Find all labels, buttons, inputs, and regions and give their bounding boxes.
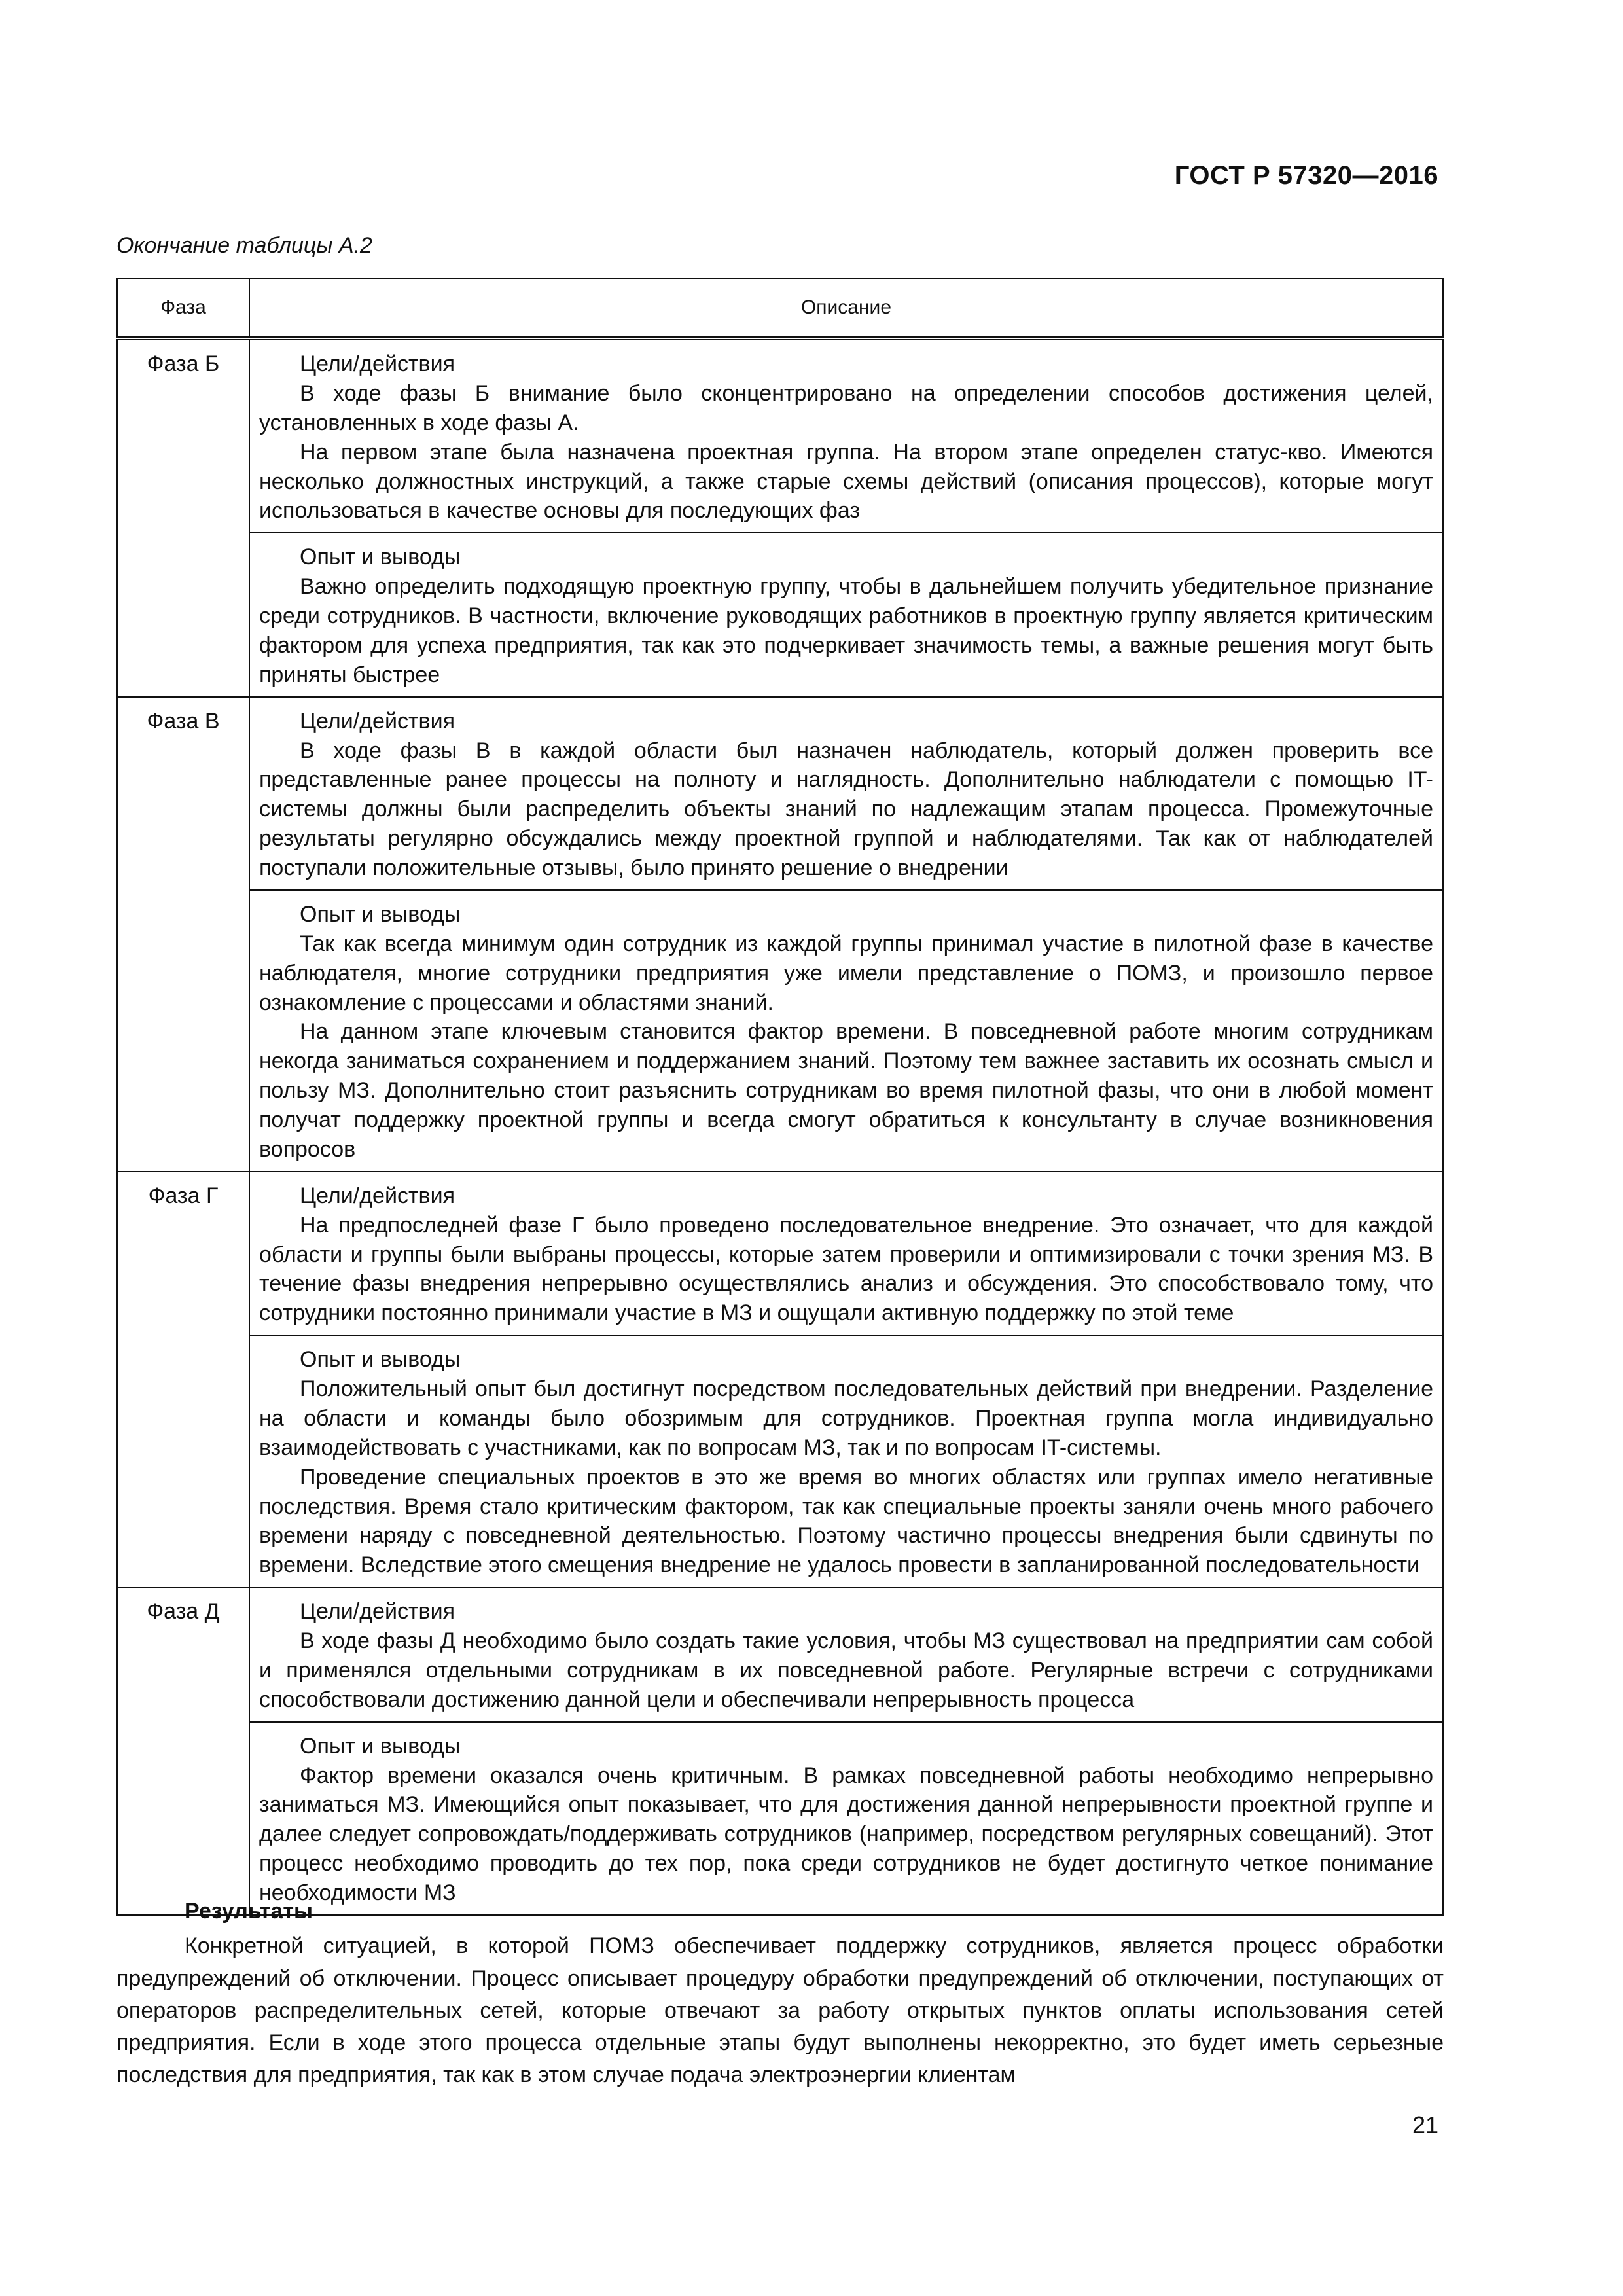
- section-paragraph: Положительный опыт был достигнут посредством последовательных действий при внедрении. Разделение на области и команды было обозримым для сотрудников. Проектная группа могла индивидуально взаимодействовать с участниками, как по вопросам МЗ, так и по вопросам IT-системы.: [259, 1376, 1433, 1460]
- description-cell: [249, 1172, 1443, 1335]
- section-paragraph: В ходе фазы В в каждой области был назначен наблюдатель, который должен проверить все представленные ранее процессы на полноту и наглядность. Дополнительно наблюдатели с помощью IT-системы должны были распределить объекты знаний по надлежащим этапам процесса. Промежуточные результаты регулярно обсуждались между проектной группой и наблюдателями. Так как от наблюдателей поступали положительные отзывы, было принято решение о внедрении: [259, 738, 1433, 880]
- description-cell: [249, 1335, 1443, 1587]
- section-paragraph: На данном этапе ключевым становится фактор времени. В повседневной работе многим сотрудникам некогда заниматься сохранением и поддержанием знаний. Поэтому тем важнее заставить их осознать смысл и пользу МЗ. Дополнительно стоит разъяснить сотрудникам во время пилотной фазы, что они в любой момент получат поддержку проектной группы и всегда смогут обратиться к консультанту в случае возникновения вопросов: [259, 1019, 1433, 1162]
- description-cell: [249, 338, 1443, 533]
- table-header-row: [117, 278, 1443, 338]
- section-title: Опыт и выводы: [300, 1733, 461, 1759]
- description-cell: [249, 1587, 1443, 1722]
- table-row: [117, 697, 1443, 890]
- table-row: [117, 1722, 1443, 1915]
- phase-cell: Фаза Б: [117, 338, 249, 697]
- phase-cell: Фаза Г: [117, 1172, 249, 1587]
- results-heading: Результаты: [185, 1899, 313, 1924]
- table-body: [117, 338, 1443, 1915]
- section-title: Цели/действия: [300, 351, 455, 376]
- description-cell: [249, 1722, 1443, 1915]
- section-paragraph: Фактор времени оказался очень критичным. В рамках повседневной работы необходимо непрерывно заниматься МЗ. Имеющийся опыт показывает, что для достижения данной непрерывности проектной группе и далее следует сопровождать/поддерживать сотрудников (например, посредством регулярных совещаний). Этот процесс необходимо проводить до тех пор, пока среди сотрудников не будет достигнуто четкое понимание необходимости МЗ: [259, 1763, 1433, 1905]
- description-cell: [249, 890, 1443, 1172]
- table-row: [117, 338, 1443, 533]
- section-paragraph: На первом этапе была назначена проектная группа. На втором этапе определен статус-кво. Имеются несколько должностных инструкций, а также старые схемы действий (описания процессов), которые могут использоваться в качестве основы для последующих фаз: [259, 439, 1433, 524]
- section-paragraph: В ходе фазы Б внимание было сконцентрировано на определении способов достижения целей, установленных в ходе фазы А.: [259, 380, 1433, 435]
- section-title: Цели/действия: [300, 1183, 455, 1208]
- column-header-description: Описание: [249, 278, 1443, 338]
- table-row: [117, 890, 1443, 1172]
- standard-code: ГОСТ Р 57320—2016: [1174, 161, 1438, 190]
- section-title: Опыт и выводы: [300, 901, 461, 927]
- phase-cell: Фаза В: [117, 697, 249, 1172]
- results-section: [116, 1895, 1444, 2092]
- description-cell: [249, 697, 1443, 890]
- section-paragraph: Важно определить подходящую проектную группу, чтобы в дальнейшем получить убедительное признание среди сотрудников. В частности, включение руководящих работников в проектную группу является критическим фактором для успеха предприятия, так как это подчеркивает значимость темы, а важные решения могут быть приняты быстрее: [259, 574, 1433, 687]
- section-title: Цели/действия: [300, 1599, 455, 1624]
- results-paragraph: Конкретной ситуацией, в которой ПОМЗ обеспечивает поддержку сотрудников, является процесс обработки предупреждений об отключении. Процесс описывает процедуру обработки предупреждений об отключении, поступающих от операторов распределительных сетей, которые отвечают за работу открытых пунктов оплаты использования сетей предприятия. Если в ходе этого процесса отдельные этапы будут выполнены некорректно, это будет иметь серьезные последствия для предприятия, так как в этом случае подача электроэнергии клиентам: [116, 1933, 1444, 2088]
- phase-table-container: [116, 278, 1444, 1916]
- section-paragraph: Так как всегда минимум один сотрудник из каждой группы принимал участие в пилотной фазе в качестве наблюдателя, многие сотрудники предприятия уже имели представление о ПОМЗ, и произошло первое ознакомление с процессами и областями знаний.: [259, 931, 1433, 1015]
- phase-cell: Фаза Д: [117, 1587, 249, 1915]
- page-number: 21: [1412, 2111, 1438, 2138]
- section-paragraph: На предпоследней фазе Г было проведено последовательное внедрение. Это означает, что для каждой области и группы были выбраны процессы, которые затем проверили и оптимизировали с точки зрения МЗ. В течение фазы внедрения непрерывно осуществлялись анализ и обсуждения. Это способствовало тому, что сотрудники постоянно принимали участие в МЗ и ощущали активную поддержку по этой теме: [259, 1212, 1433, 1326]
- section-paragraph: В ходе фазы Д необходимо было создать такие условия, чтобы МЗ существовал на предприятии сам собой и применялся отдельными сотрудникам в их повседневной работе. Регулярные встречи с сотрудниками способствовали достижению данной цели и обеспечивали непрерывность процесса: [259, 1628, 1433, 1712]
- phase-table: [116, 278, 1444, 1916]
- table-caption: Окончание таблицы А.2: [116, 233, 372, 258]
- section-title: Опыт и выводы: [300, 1347, 461, 1372]
- description-cell: [249, 533, 1443, 696]
- table-row: [117, 1172, 1443, 1335]
- table-row: [117, 533, 1443, 696]
- table-row: [117, 1335, 1443, 1587]
- section-paragraph: Проведение специальных проектов в это же время во многих областях или группах имело негативные последствия. Время стало критическим фактором, так как специальные проекты заняли очень много рабочего времени наряду с повседневной деятельностью. Поэтому частично процессы внедрения были сдвинуты по времени. Вследствие этого смещения внедрение не удалось провести в запланированной последовательности: [259, 1464, 1433, 1578]
- column-header-phase: Фаза: [117, 278, 249, 338]
- table-row: [117, 1587, 1443, 1722]
- section-title: Опыт и выводы: [300, 545, 461, 570]
- section-title: Цели/действия: [300, 708, 455, 734]
